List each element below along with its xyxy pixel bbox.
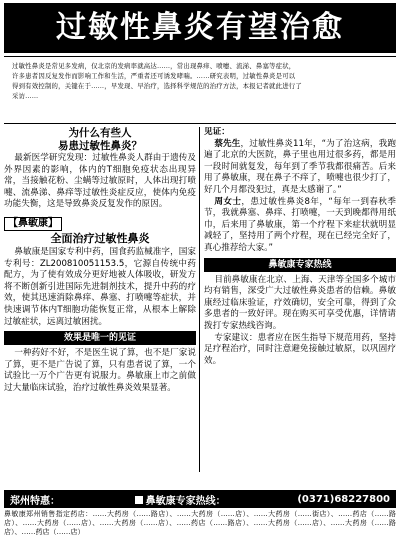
testimony-2-name: 周女士 [214, 196, 242, 207]
product-label: 【鼻敏康】 [4, 217, 62, 231]
article-columns [4, 127, 396, 472]
testimony-1: 蔡先生，过敏性鼻炎11年，“为了治这病，我跑遍了北京的大医院，鼻子里也用过很多药，都是用一段时间就复发，每年到了季节我都很痛苦。后来用了鼻敏康，现在鼻子不痒了，喷嚏也很少打了，好几个月都没犯过，真是太感谢了。” [204, 138, 396, 195]
left-column [4, 127, 200, 472]
intro-line: 得到有效控制的，关键在于……，早发现、早治疗，选择科学规范的治疗方法，本报记者就此进行了 [12, 82, 302, 90]
product-box [4, 211, 196, 246]
product-paragraph: 鼻敏康是国家专利中药，国食药监械准字，国家专利号：ZL200810051153.5，它源自传统中药配方，为了使有效成分更好地被人体吸收，研发方将不断创新引进国际先进制剂技术，提升中药的疗效，使其迅速消除鼻痒、鼻塞、打喷嚏等症状，并快速调节体内T细胞功能恢复正常，从根本上解除过敏症状，远离过敏困扰。 [4, 246, 196, 327]
expert-callout: 鼻敏康专家热线 [204, 258, 396, 272]
intro-line: 采访…… [12, 92, 39, 100]
cause-paragraph: 最新医学研究发现：过敏性鼻炎人群由于遗传及外界因素的影响，体内的T细胞免疫状态出现异常，当接触花粉、尘螨等过敏原时，人体出现打喷嚏、流鼻涕、鼻痒等过敏性炎症反应，使体内免疫功能失衡，这是导致鼻炎反复发作的原因。 [4, 153, 196, 210]
intro-line: 过敏性鼻炎是常见多发病，仅北京的发病率就高达……，常出现鼻痒、喷嚏、流涕、鼻塞等症状， [12, 62, 296, 70]
section-heading-line2: 易患过敏性鼻炎？ [58, 140, 142, 152]
testimony-2: 周女士，患过敏性鼻炎8年，“每年一到春秋季节，我就鼻塞、鼻痒、打喷嚏，一天到晚都得用纸巾，后来用了鼻敏康，第一个疗程下来症状就明显减轻了，坚持用了两个疗程，现在已经完全好了，真心推荐给大家。” [204, 196, 396, 253]
expert-paragraph: 目前鼻敏康在北京、上海、天津等全国多个城市均有销售，深受广大过敏性鼻炎患者的信赖。鼻敏康经过临床验证，疗效确切，安全可靠，得到了众多患者的一致好评。现在购买可享受优惠，详情请拨打专家热线咨询。 [204, 274, 396, 331]
effect-paragraph: 一种药好不好，不是医生说了算，也不是厂家说了算，更不是广告说了算，只有患者说了算，一个试验比一万个广告更有说服力。鼻敏康上市之前做过大量临床试验，治疗过敏性鼻炎效果显著。 [4, 348, 196, 393]
effect-callout: 效果是唯一的见证 [4, 331, 196, 345]
contact-bar [4, 490, 396, 508]
product-heading: 全面治疗过敏性鼻炎 [50, 231, 150, 245]
headline-title: 过敏性鼻炎有望治愈 [56, 10, 344, 45]
contact-left-text: 郑州特惠： [10, 495, 60, 507]
advice-paragraph: 专家建议：患者应在医生指导下规范用药，坚持足疗程治疗，同时注意避免接触过敏原，以巩固疗效。 [204, 332, 396, 366]
hotline-number[interactable]: (0371)68227800 [297, 493, 390, 505]
contact-middle: 鼻敏康专家热线： [132, 492, 226, 507]
testimony-1-name: 蔡先生 [214, 138, 241, 149]
store-list-footer: 鼻敏康郑州销售指定药店：……大药房（……路店）、……大药房（……店）、……大药房（……街店）、……药店（……路店）、……大药房（……店）、……大药房（……店）、……药店（……路店）、……大药房（……店）、……大药房（……路店）、……药店（……店） [4, 510, 396, 536]
right-column [200, 127, 396, 472]
testimony-label: 见证： [204, 127, 230, 137]
intro-line: 许多患者因反复发作而影响工作和生活，严重者还可诱发哮喘。……研究表明，过敏性鼻炎是可以 [12, 72, 296, 80]
square-bullet-icon [135, 496, 143, 504]
headline-banner [4, 3, 396, 53]
section-heading-line1: 为什么有些人 [68, 127, 132, 139]
intro-paragraph [4, 56, 396, 124]
